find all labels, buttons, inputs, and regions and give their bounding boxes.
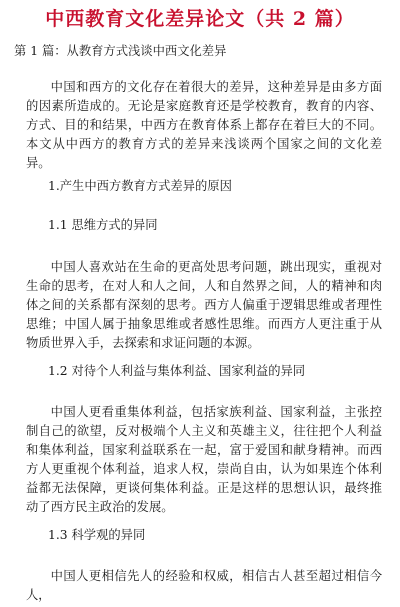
paragraph-1-3	[26, 567, 382, 605]
paragraph-1-2-text: 中国人更看重集体利益，包括家族利益、国家利益，主张控制自己的欲望，反对极端个人主义和英雄主义，往往把个人利益和集体利益，国家利益联系在一起，富于爱国和献身精神。而西方人更重视个体利益，追求人权，崇尚自由，认为如果连个体利益都无法保障，更谈何集体利益。正是这样的思想认识，最终推动了西方民主政治的发展。	[26, 405, 382, 514]
article-heading: 第 1 篇：从教育方式浅谈中西文化差异	[14, 44, 227, 58]
paragraph-1-2	[26, 403, 382, 517]
section-heading-1: 1.产生中西方教育方式差异的原因	[48, 179, 232, 193]
paragraph-1-1-text: 中国人喜欢站在生命的更高处思考问题，跳出现实，重视对生命的思考，在对人和人之间，人和自然界之间，人的精神和肉体之间的关系都有深刻的思考。西方人偏重于逻辑思维或者理性思维；中国人属于抽象思维或者感性思维。而西方人更注重于从物质世界入手，去探索和求证问题的本源。	[26, 260, 382, 350]
paragraph-1-3-text: 中国人更相信先人的经验和权威，相信古人甚至超过相信今人，	[26, 569, 382, 602]
section-heading-1-1: 1.1 思维方式的异同	[48, 218, 158, 232]
document-title: 中西教育文化差异论文（共 2 篇）	[45, 8, 355, 30]
section-heading-1-3: 1.3 科学观的异同	[48, 528, 146, 542]
section-heading-1-2: 1.2 对待个人利益与集体利益、国家利益的异同	[48, 364, 306, 378]
intro-text: 中国和西方的文化存在着很大的差异，这种差异是由多方面的因素所造成的。无论是家庭教育还是学校教育，教育的内容、方式、目的和结果，中西方在教育体系上都存在着巨大的不同。本文从中西方的教育方式的差异来浅谈两个国家之间的文化差异。	[26, 80, 382, 170]
paragraph-1-1	[26, 258, 382, 353]
intro-paragraph	[26, 78, 382, 173]
